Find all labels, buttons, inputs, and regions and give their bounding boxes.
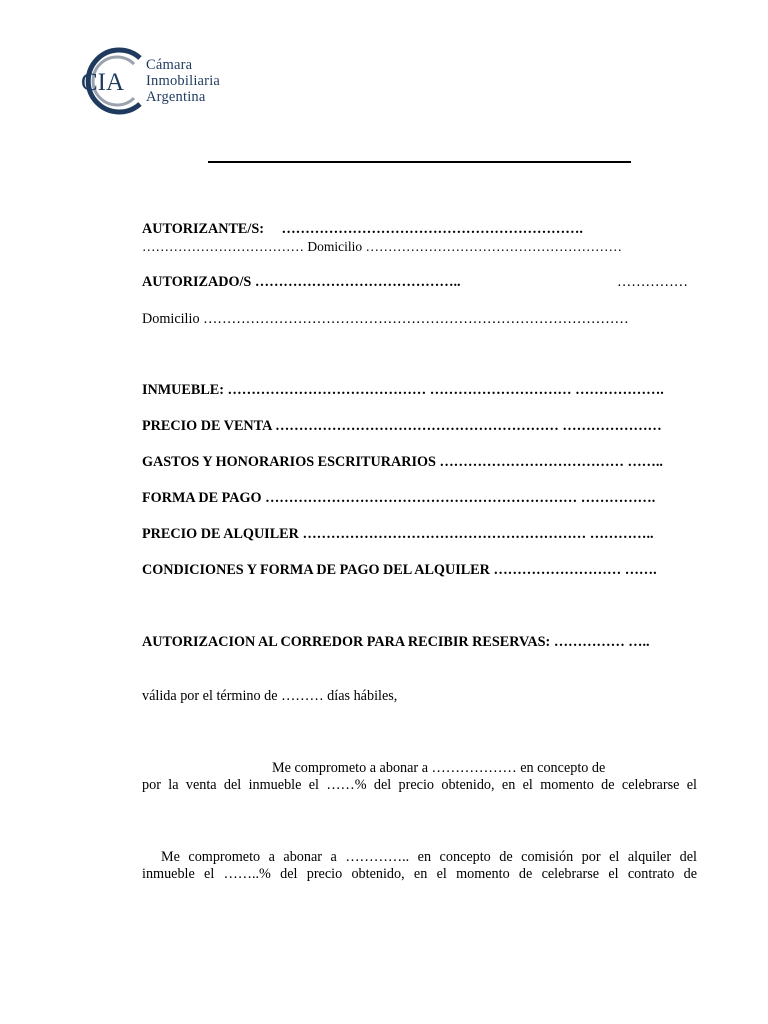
forma-pago-label: FORMA DE PAGO [142,490,262,506]
autorizacion-line [142,634,650,651]
condiciones-dots: ……………………… ……. [493,562,657,578]
autorizado-line [142,274,461,291]
precio-venta-label: PRECIO DE VENTA [142,418,272,434]
forma-pago-dots: ………………………………………………………… ……………. [265,490,656,506]
logo-line-camara: Cámara [146,57,193,73]
autorizacion-dots: …………… ….. [553,634,650,650]
inmueble-dots: …………………………………… ………………………… ………………. [227,382,664,398]
domicilio1-line [142,238,622,255]
gastos-label: GASTOS Y HONORARIOS ESCRITURARIOS [142,454,436,470]
autorizantes-dots: ………………………………………………………. [281,221,583,237]
domicilio2-label: Domicilio [142,311,200,327]
cia-logo [78,44,258,122]
alquiler-paragraph-line1: Me comprometo a abonar a ………….. en concepto de comisión por el alquiler del [161,849,697,865]
inmueble-line [142,382,664,399]
autorizantes-line2-dots: ……………………………… [142,239,304,254]
condiciones-label: CONDICIONES Y FORMA DE PAGO DEL ALQUILER [142,562,490,578]
inmueble-label: INMUEBLE: [142,382,224,398]
condiciones-line [142,562,657,579]
logo-line-inmobiliaria: Inmobiliaria [146,73,221,89]
domicilio1-label: Domicilio [307,239,363,254]
autorizado-dots: …………………………………….. [254,274,461,290]
autorizantes-label: AUTORIZANTE/S: [142,221,264,237]
autorizantes-line [142,221,583,238]
venta-paragraph-line2: por la venta del inmueble el ……% del precio obtenido, en el momento de celebrarse el [142,777,697,793]
valida-text: válida por el término de ……… días hábiles, [142,688,398,704]
domicilio1-dots: ………………………………………………… [365,239,622,254]
logo-line-argentina: Argentina [146,89,206,105]
precio-alquiler-dots: …………………………………………………… ………….. [302,526,654,542]
domicilio2-line [142,311,629,328]
forma-pago-line [142,490,655,507]
title-rule [208,161,631,163]
precio-venta-line [142,418,662,435]
venta-paragraph-line1: Me comprometo a abonar a ……………… en concepto de [272,760,606,776]
autorizacion-label: AUTORIZACION AL CORREDOR PARA RECIBIR RESERVAS: [142,634,551,650]
cia-emblem-icon [78,44,144,118]
domicilio2-dots: ……………………………………………………………………………… [203,311,629,327]
logo-initials: CIA [81,69,125,96]
gastos-line [142,454,663,471]
precio-alquiler-label: PRECIO DE ALQUILER [142,526,299,542]
autorizado-right-dots: …………… [617,274,688,290]
alquiler-paragraph-line2: inmueble el ……..% del precio obtenido, en el momento de celebrarse el contrato de [142,866,697,882]
gastos-dots: ………………………………… …….. [439,454,663,470]
logo-wordmark [146,57,220,105]
precio-alquiler-line [142,526,654,543]
autorizado-label: AUTORIZADO/S [142,274,252,290]
precio-venta-dots: …………………………………………………… ………………… [275,418,662,434]
